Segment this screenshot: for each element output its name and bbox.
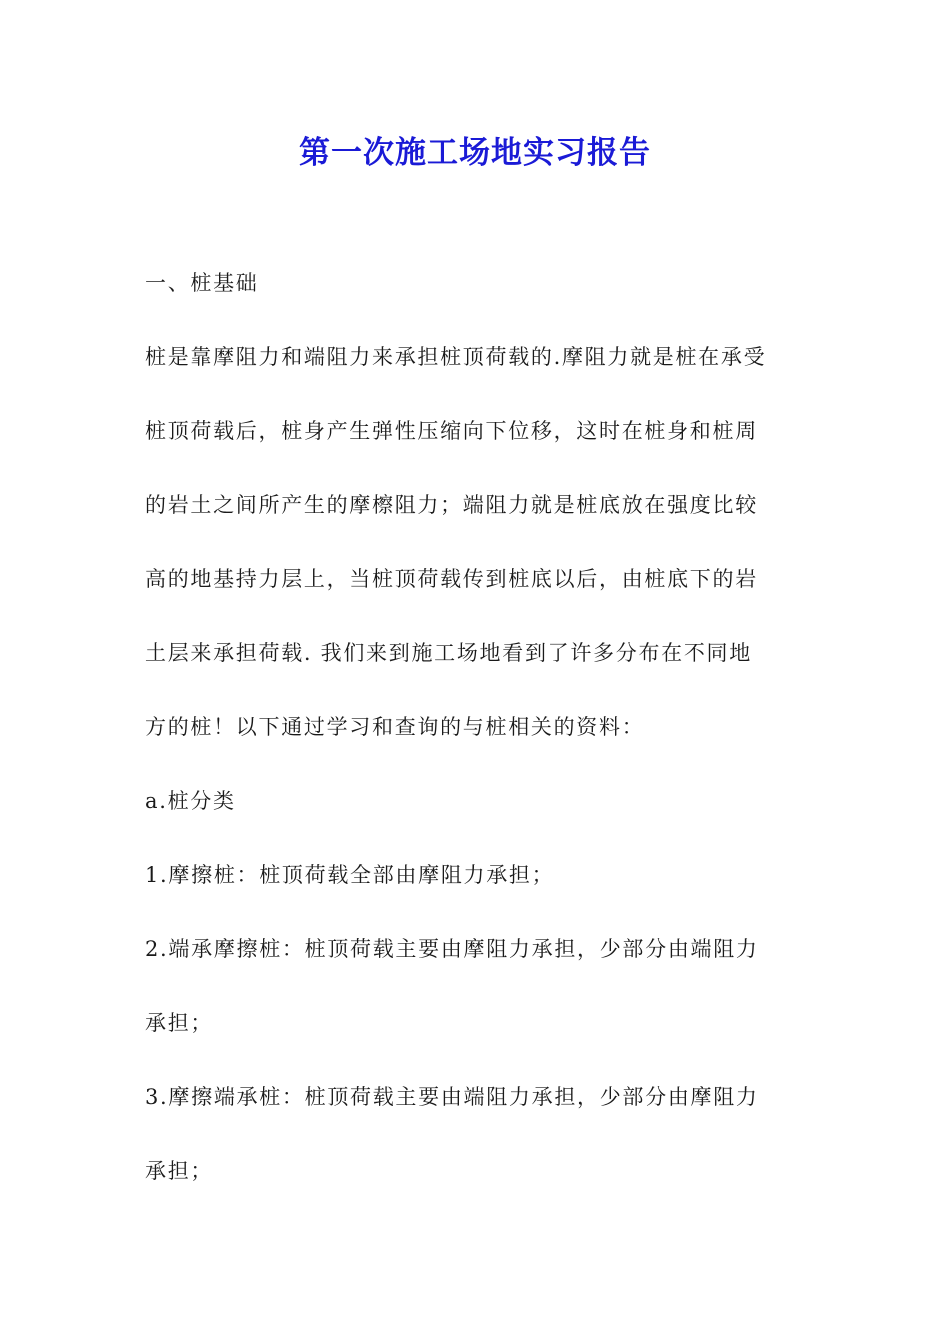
paragraph-line: 土层来承担荷载. 我们来到施工场地看到了许多分布在不同地 bbox=[145, 641, 752, 665]
document-body bbox=[145, 261, 810, 1223]
paragraph-line: 桩是靠摩阻力和端阻力来承担桩顶荷载的.摩阻力就是桩在承受 bbox=[145, 345, 767, 369]
list-item-friction-end-bearing-pile: 3.摩擦端承桩：桩顶荷载主要由端阻力承担，少部分由摩阻力 bbox=[145, 1085, 759, 1109]
list-item-end-bearing-friction-pile: 2.端承摩擦桩：桩顶荷载主要由摩阻力承担，少部分由端阻力 bbox=[145, 937, 759, 961]
list-item-continuation: 承担； bbox=[145, 1159, 214, 1183]
paragraph-line: 方的桩！以下通过学习和查询的与桩相关的资料： bbox=[145, 715, 645, 739]
list-item-friction-pile: 1.摩擦桩：桩顶荷载全部由摩阻力承担； bbox=[145, 863, 555, 887]
paragraph-line: 桩顶荷载后，桩身产生弹性压缩向下位移，这时在桩身和桩周 bbox=[145, 419, 758, 443]
list-item-continuation: 承担； bbox=[145, 1011, 214, 1035]
subsection-heading-pile-classification: a.桩分类 bbox=[145, 789, 236, 813]
paragraph-line: 高的地基持力层上，当桩顶荷载传到桩底以后，由桩底下的岩 bbox=[145, 567, 758, 591]
section-heading-pile-foundation: 一、桩基础 bbox=[145, 271, 259, 295]
document-title: 第一次施工场地实习报告 bbox=[299, 135, 651, 171]
paragraph-line: 的岩土之间所产生的摩檫阻力；端阻力就是桩底放在强度比较 bbox=[145, 493, 758, 517]
